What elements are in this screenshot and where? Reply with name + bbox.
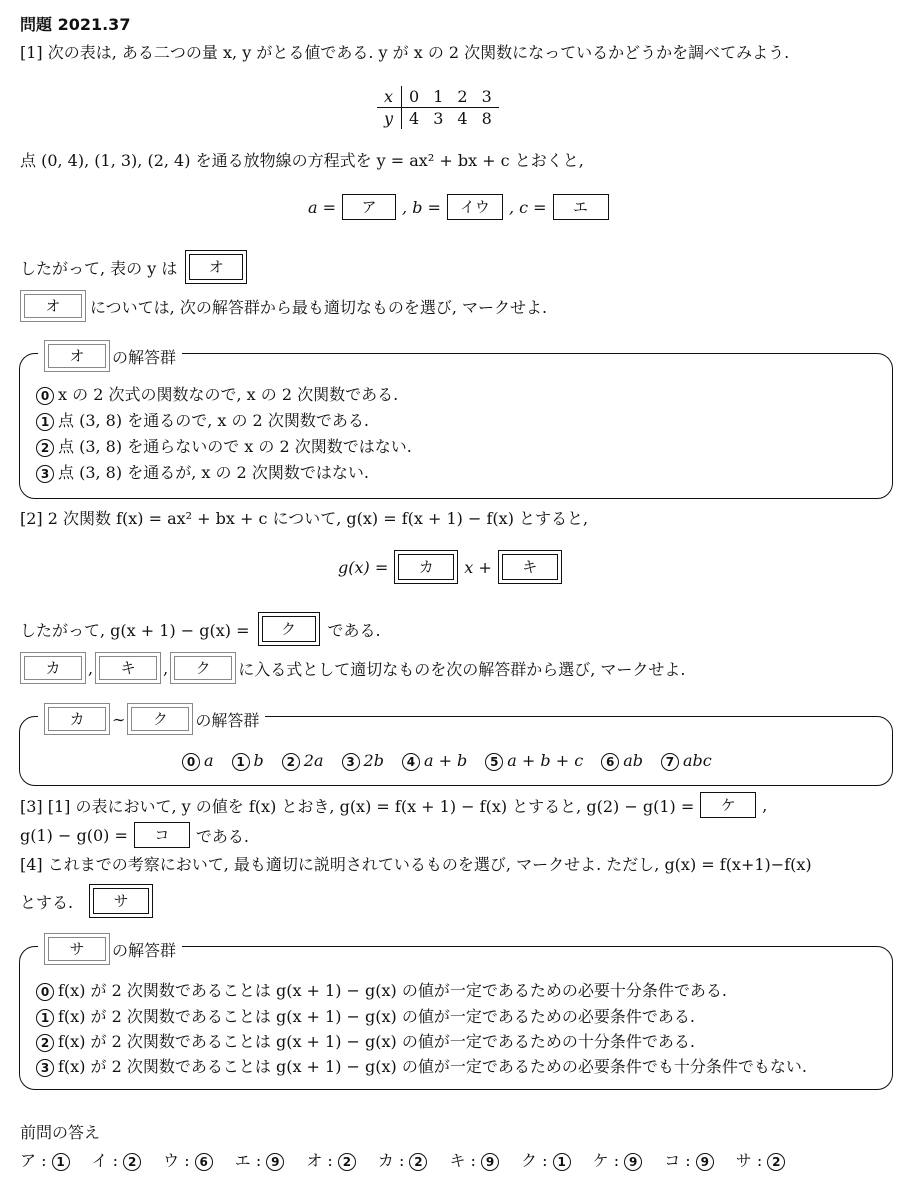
answer-value-icon: 2 (123, 1153, 141, 1171)
ref-box-ki-label: キ (99, 656, 157, 680)
part1-intro: [1] 次の表は, ある二つの量 x, y がとる値である. y が x の 2 次関数になっているかどうかを調べてみよう. (20, 43, 790, 62)
choice-sa-0[interactable] (36, 980, 727, 1002)
choice-number-icon: 0 (36, 983, 54, 1001)
c-prefix: , c = (508, 197, 547, 217)
instruction-row-1 (20, 290, 547, 322)
answer-value-icon: 2 (767, 1153, 785, 1171)
choice-text: 点 (3, 8) を通るが, x の 2 次関数ではない. (58, 463, 369, 482)
y-value: 4 (409, 109, 420, 128)
so-row-1 (20, 250, 247, 284)
ref-box-sa (44, 933, 110, 965)
choice-ka-ku-5[interactable] (485, 750, 583, 772)
choice-number-icon: 3 (36, 465, 54, 483)
answer-box-o-label: オ (189, 254, 243, 280)
answer-box-ki[interactable] (498, 550, 562, 584)
choice-sa-1[interactable] (36, 1006, 695, 1028)
answer-label: ア : (20, 1151, 47, 1170)
ref-box-o (44, 340, 110, 372)
choice-number-icon: 5 (485, 753, 503, 771)
so-text-2: したがって, g(x + 1) − g(x) = (20, 620, 250, 640)
part2-intro: [2] 2 次関数 f(x) = ax² + bx + c について, g(x) = f(x + 1) − f(x) とすると, (20, 509, 589, 528)
y-value: 8 (481, 109, 492, 128)
choice-text: 点 (3, 8) を通るので, x の 2 次関数である. (58, 411, 369, 430)
choice-ka-ku-1[interactable] (232, 750, 264, 772)
choice-number-icon: 1 (232, 753, 250, 771)
answer-item (92, 1148, 146, 1171)
a-prefix: a = (308, 197, 337, 217)
choice-number-icon: 1 (36, 413, 54, 431)
choice-number-icon: 0 (36, 387, 54, 405)
instruction-2: に入る式として適切なものを次の解答群から選び, マークせよ. (238, 659, 686, 679)
problem-title: 問題 2021.37 (20, 15, 131, 34)
choice-number-icon: 0 (182, 753, 200, 771)
choice-text: x の 2 次式の関数なので, x の 2 次関数である. (58, 385, 399, 404)
choice-text: 2a (303, 751, 324, 770)
ref-box-o-label: オ (24, 294, 82, 318)
instruction-1: については, 次の解答群から最も適切なものを選び, マークせよ. (90, 297, 548, 317)
answer-label: ク : (521, 1151, 548, 1170)
answer-item (235, 1148, 289, 1171)
answer-box-ko[interactable]: コ (134, 822, 190, 848)
answer-item (20, 1148, 74, 1171)
choice-o-0[interactable] (36, 384, 398, 406)
ref-box-o (20, 290, 86, 322)
choice-ka-ku-4[interactable] (402, 750, 467, 772)
choice-o-1[interactable] (36, 410, 369, 432)
answer-box-ka[interactable] (394, 550, 458, 584)
comma: , (88, 658, 94, 678)
ref-box-ka (20, 652, 86, 684)
answer-value-icon: 9 (624, 1153, 642, 1171)
choice-text: 2b (363, 751, 384, 770)
part4-text-2: とする. (20, 892, 74, 912)
x-value: 2 (450, 86, 474, 108)
answer-value-icon: 1 (553, 1153, 571, 1171)
answer-item (306, 1148, 360, 1171)
choice-group-sa-label (38, 933, 182, 965)
group-title: の解答群 (112, 347, 177, 367)
so-suffix-2: である. (327, 620, 381, 640)
choice-group-ka-ku-label (38, 703, 265, 735)
choice-text: f(x) が 2 次関数であることは g(x + 1) − g(x) の値が一定であるための必要条件である. (58, 1007, 695, 1026)
answer-item (449, 1148, 503, 1171)
value-table (377, 86, 499, 129)
answer-box-ka-label: カ (398, 554, 454, 580)
gx-mid: x + (464, 557, 492, 577)
choice-ka-ku-3[interactable] (342, 750, 384, 772)
x-value: 1 (426, 86, 450, 108)
ref-box-ka-label: カ (24, 656, 82, 680)
answer-value-icon: 9 (481, 1153, 499, 1171)
answer-box-ku[interactable] (258, 612, 320, 646)
choice-number-icon: 1 (36, 1009, 54, 1027)
part3-row-2 (20, 822, 249, 848)
answer-label: コ : (664, 1151, 691, 1170)
so-row-2 (20, 612, 381, 646)
answer-label: ウ : (163, 1151, 190, 1170)
choice-number-icon: 6 (601, 753, 619, 771)
part3-suffix: である. (195, 826, 249, 846)
choice-number-icon: 7 (661, 753, 679, 771)
ref-box-ka (44, 703, 110, 735)
choice-text: a (204, 751, 214, 770)
gx-row (338, 550, 562, 584)
choice-row-ka-ku (182, 750, 712, 772)
answer-label: キ : (449, 1151, 476, 1170)
part3-text-2: g(1) − g(0) = (20, 825, 128, 845)
ref-box-ku-label: ク (174, 656, 232, 680)
answer-label: カ : (377, 1151, 405, 1170)
b-prefix: , b = (402, 197, 441, 217)
choice-number-icon: 3 (342, 753, 360, 771)
choice-ka-ku-2[interactable] (282, 750, 324, 772)
answer-box-o[interactable] (185, 250, 247, 284)
choice-text: 点 (3, 8) を通らないので x の 2 次関数ではない. (58, 437, 412, 456)
answer-item (664, 1148, 718, 1171)
ref-box-sa-label: サ (48, 937, 106, 961)
comma: , (163, 658, 169, 678)
answer-label: イ : (91, 1151, 119, 1170)
ref-box-o-label: オ (48, 344, 106, 368)
choice-ka-ku-6[interactable] (601, 750, 643, 772)
answer-value-icon: 9 (696, 1153, 714, 1171)
answer-item (593, 1148, 647, 1171)
answer-box-ke[interactable]: ケ (700, 792, 756, 818)
choice-group-o-label (38, 340, 182, 372)
answer-label: エ : (234, 1151, 262, 1170)
part3-text-1: [3] [1] の表において, y の値を f(x) とおき, g(x) = f(x + 1) − f(x) とすると, g(2) − g(1) = (20, 796, 695, 816)
group-title: の解答群 (112, 940, 177, 960)
ref-box-ku (127, 703, 193, 735)
answer-item (378, 1148, 432, 1171)
abc-row (308, 194, 609, 220)
choice-number-icon: 2 (36, 1034, 54, 1052)
answer-value-icon: 9 (266, 1153, 284, 1171)
answer-item (521, 1148, 575, 1171)
answer-item (163, 1148, 217, 1171)
choice-ka-ku-0[interactable] (182, 750, 214, 772)
answer-box-e[interactable]: エ (553, 194, 609, 220)
answer-value-icon: 6 (195, 1153, 213, 1171)
so-text: したがって, 表の y は (20, 258, 178, 278)
part4-row-2 (20, 884, 153, 918)
choice-sa-3[interactable] (36, 1056, 807, 1078)
ref-box-ka-label: カ (48, 707, 106, 731)
answer-value-icon: 1 (52, 1153, 70, 1171)
answer-value-icon: 2 (338, 1153, 356, 1171)
choice-number-icon: 4 (402, 753, 420, 771)
answer-box-sa[interactable] (89, 884, 153, 918)
ref-box-ki (95, 652, 161, 684)
answers-row (20, 1148, 789, 1171)
answer-value-icon: 2 (409, 1153, 427, 1171)
answers-heading: 前問の答え (20, 1123, 101, 1142)
part4-text-1: [4] これまでの考察において, 最も適切に説明されているものを選び, マークせよ. ただし, g(x) = f(x+1)−f(x) (20, 855, 812, 874)
answer-label: オ : (306, 1151, 333, 1170)
choice-text: ab (623, 751, 643, 770)
y-value: 3 (433, 109, 444, 128)
ref-box-ku-label: ク (131, 707, 189, 731)
x-value: 3 (475, 86, 499, 108)
choice-ka-ku-7[interactable] (661, 750, 712, 772)
answer-box-a[interactable]: ア (342, 194, 396, 220)
answer-label: ケ : (592, 1151, 620, 1170)
parabola-text: 点 (0, 4), (1, 3), (2, 4) を通る放物線の方程式を y = ax² + bx + c とおくと, (20, 151, 584, 170)
answer-box-sa-label: サ (93, 888, 149, 914)
part3-row-1 (20, 792, 767, 818)
choice-text: f(x) が 2 次関数であることは g(x + 1) − g(x) の値が一定であるための必要条件でも十分条件でもない. (58, 1057, 807, 1076)
gx-prefix: g(x) = (338, 557, 389, 577)
x-value: 0 (402, 86, 427, 108)
answer-item (736, 1148, 790, 1171)
choice-number-icon: 2 (36, 439, 54, 457)
choice-text: abc (682, 751, 712, 770)
comma: , (762, 795, 768, 815)
group-title: の解答群 (195, 710, 260, 730)
answer-box-ki-label: キ (502, 554, 558, 580)
choice-text: a + b + c (507, 751, 584, 770)
choice-text: a + b (423, 751, 468, 770)
choice-text: b (253, 751, 264, 770)
instruction-row-2 (20, 652, 685, 684)
answer-box-ku-label: ク (262, 616, 316, 642)
choice-number-icon: 2 (282, 753, 300, 771)
choice-number-icon: 3 (36, 1059, 54, 1077)
answer-box-iu[interactable]: イウ (447, 194, 503, 220)
choice-text: f(x) が 2 次関数であることは g(x + 1) − g(x) の値が一定であるための必要十分条件である. (58, 981, 727, 1000)
choice-o-2[interactable] (36, 436, 412, 458)
y-value: 4 (457, 109, 468, 128)
choice-sa-2[interactable] (36, 1031, 695, 1053)
choice-text: f(x) が 2 次関数であることは g(x + 1) − g(x) の値が一定であるための十分条件である. (58, 1032, 695, 1051)
ref-box-ku (170, 652, 236, 684)
y-label: y (377, 108, 402, 130)
range-separator: ∼ (112, 709, 126, 729)
choice-o-3[interactable] (36, 462, 369, 484)
answer-label: サ : (735, 1151, 763, 1170)
x-label: x (377, 86, 402, 108)
